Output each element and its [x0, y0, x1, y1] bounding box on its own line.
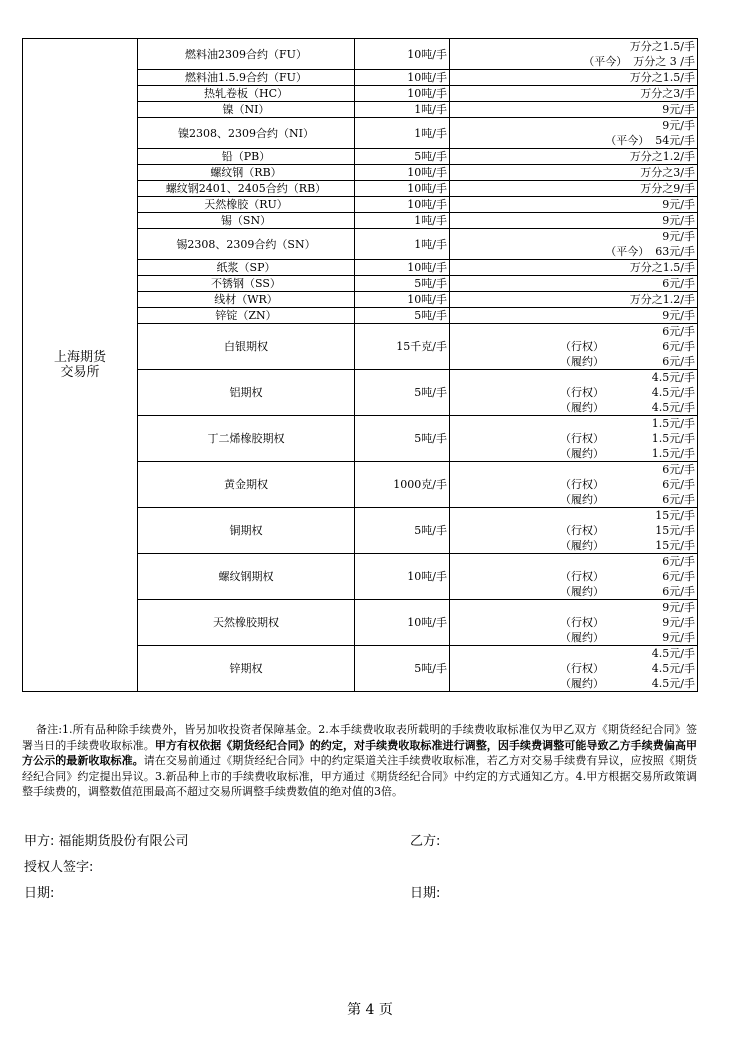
fee-cell	[450, 462, 698, 508]
fee-value: 万分之1.5/手	[629, 71, 695, 84]
trading-unit: 10吨/手	[355, 181, 450, 197]
fee-cell	[450, 149, 698, 165]
trading-unit: 10吨/手	[355, 86, 450, 102]
fee-value: 6元/手	[662, 493, 695, 506]
fee-line	[452, 676, 695, 691]
fee-value: 9元/手	[662, 119, 695, 132]
fee-label: （履约）	[560, 401, 604, 414]
fee-value: 6元/手	[662, 555, 695, 568]
remarks-note	[22, 722, 697, 800]
fee-line	[452, 370, 695, 385]
fee-cell	[450, 39, 698, 70]
fee-value: 6元/手	[662, 463, 695, 476]
product-name: 燃料油2309合约（FU）	[138, 39, 355, 70]
fee-cell	[450, 229, 698, 260]
fee-label: （平今）	[605, 245, 650, 258]
party-a-label: 甲方: 福能期货股份有限公司	[24, 834, 189, 849]
fee-label: （平今）	[605, 134, 650, 147]
fee-value: 6元/手	[662, 570, 695, 583]
remarks-bold-text: 甲方有权依据《期货经纪合同》的约定，对手续费收取标准进行调整，因手续费调整可能导致乙方手续费偏高甲方公示的最新收取标准。	[22, 738, 698, 767]
remarks-text-2: 请在交易前通过《期货经纪合同》中的约定渠道关注手续费收取标准，若乙方对交易手续费有异议，应按照《期货经纪合同》约定提出异议。3.新品种上市的手续费收取标准，甲方通过《期货经纪合同》中约定的方式通知乙方。4.甲方根据交易所政策调整手续费的，调整数值范围最高不超过交易所调整手续费数值的绝对值的3倍。	[22, 754, 697, 798]
fee-line	[452, 446, 695, 461]
fee-line	[452, 133, 695, 148]
product-name: 铝期权	[138, 370, 355, 416]
fee-value: 4.5元/手	[651, 371, 695, 384]
fee-line	[452, 400, 695, 415]
fee-line	[452, 229, 695, 244]
fee-value: 万分之3/手	[640, 87, 695, 100]
fee-value: 6元/手	[662, 340, 695, 353]
fee-cell	[450, 324, 698, 370]
fee-line	[452, 213, 695, 228]
fee-value: 15元/手	[655, 539, 695, 552]
fee-value: 万分之3/手	[640, 166, 695, 179]
trading-unit: 1吨/手	[355, 118, 450, 149]
fee-cell	[450, 197, 698, 213]
fee-line	[452, 630, 695, 645]
fee-line	[452, 102, 695, 117]
product-name: 天然橡胶（RU）	[138, 197, 355, 213]
fee-label: （行权）	[560, 478, 604, 491]
product-name: 线材（WR）	[138, 292, 355, 308]
party-b-label: 乙方:	[410, 834, 441, 849]
trading-unit: 10吨/手	[355, 197, 450, 213]
product-name: 白银期权	[138, 324, 355, 370]
fee-value: 9元/手	[662, 601, 695, 614]
fee-line	[452, 39, 695, 54]
fee-line	[452, 661, 695, 676]
product-name: 锡（SN）	[138, 213, 355, 229]
fee-cell	[450, 554, 698, 600]
fee-label: （履约）	[560, 585, 604, 598]
trading-unit: 10吨/手	[355, 260, 450, 276]
product-name: 纸浆（SP）	[138, 260, 355, 276]
fee-value: 9元/手	[662, 103, 695, 116]
fee-value: 4.5元/手	[651, 677, 695, 690]
fee-value: 4.5元/手	[651, 386, 695, 399]
fee-value: 9元/手	[662, 214, 695, 227]
fee-value: 4.5元/手	[651, 401, 695, 414]
fee-table	[22, 38, 698, 692]
page-number: 第 4 页	[347, 1002, 393, 1018]
fee-line	[452, 462, 695, 477]
fee-line	[452, 118, 695, 133]
fee-line	[452, 569, 695, 584]
fee-label: （履约）	[560, 631, 604, 644]
product-name: 燃料油1.5.9合约（FU）	[138, 70, 355, 86]
fee-line	[452, 244, 695, 259]
fee-label: （履约）	[560, 355, 604, 368]
date-a-label: 日期:	[24, 886, 55, 901]
trading-unit: 5吨/手	[355, 646, 450, 692]
fee-value: 1.5元/手	[651, 432, 695, 445]
trading-unit: 10吨/手	[355, 292, 450, 308]
fee-line	[452, 523, 695, 538]
fee-value: 万分之1.5/手	[629, 261, 695, 274]
fee-value: 万分之 3 /手	[633, 55, 695, 68]
fee-line	[452, 554, 695, 569]
trading-unit: 10吨/手	[355, 554, 450, 600]
product-name: 不锈钢（SS）	[138, 276, 355, 292]
remarks-text-1: 备注:1.所有品种除手续费外，皆另加收投资者保障基金。2.本手续费收取表所载明的手续费收取标准仅为甲乙双方《期货经纪合同》签署当日的手续费收取标准。	[22, 723, 697, 752]
fee-value: 万分之1.2/手	[629, 150, 695, 163]
fee-cell	[450, 292, 698, 308]
fee-line	[452, 54, 695, 69]
fee-label: （行权）	[560, 570, 604, 583]
fee-line	[452, 165, 695, 180]
fee-value: 6元/手	[662, 585, 695, 598]
date-b-label: 日期:	[410, 886, 441, 901]
fee-line	[452, 431, 695, 446]
fee-value: 9元/手	[662, 309, 695, 322]
fee-cell	[450, 276, 698, 292]
trading-unit: 5吨/手	[355, 149, 450, 165]
fee-value: 9元/手	[662, 616, 695, 629]
fee-value: 6元/手	[662, 277, 695, 290]
fee-label: （行权）	[560, 662, 604, 675]
fee-value: 15元/手	[655, 524, 695, 537]
fee-cell	[450, 416, 698, 462]
futures-row	[23, 39, 698, 70]
fee-cell	[450, 102, 698, 118]
fee-value: 9元/手	[662, 230, 695, 243]
fee-line	[452, 508, 695, 523]
fee-cell	[450, 508, 698, 554]
fee-value: 6元/手	[662, 355, 695, 368]
fee-line	[452, 308, 695, 323]
fee-cell	[450, 370, 698, 416]
product-name: 天然橡胶期权	[138, 600, 355, 646]
fee-label: （行权）	[560, 432, 604, 445]
fee-line	[452, 292, 695, 307]
fee-line	[452, 416, 695, 431]
product-name: 丁二烯橡胶期权	[138, 416, 355, 462]
fee-label: （行权）	[560, 524, 604, 537]
trading-unit: 10吨/手	[355, 600, 450, 646]
fee-line	[452, 70, 695, 85]
fee-value: 54元/手	[655, 134, 695, 147]
trading-unit: 1000克/手	[355, 462, 450, 508]
trading-unit: 15千克/手	[355, 324, 450, 370]
fee-label: （履约）	[560, 447, 604, 460]
fee-cell	[450, 646, 698, 692]
product-name: 热轧卷板（HC）	[138, 86, 355, 102]
fee-cell	[450, 308, 698, 324]
fee-value: 万分之1.2/手	[629, 293, 695, 306]
fee-cell	[450, 165, 698, 181]
fee-line	[452, 197, 695, 212]
product-name: 镍（NI）	[138, 102, 355, 118]
product-name: 螺纹钢2401、2405合约（RB）	[138, 181, 355, 197]
authorized-signature-label: 授权人签字:	[24, 860, 94, 875]
fee-cell	[450, 600, 698, 646]
trading-unit: 5吨/手	[355, 276, 450, 292]
fee-cell	[450, 118, 698, 149]
product-name: 铜期权	[138, 508, 355, 554]
product-name: 锡2308、2309合约（SN）	[138, 229, 355, 260]
trading-unit: 1吨/手	[355, 213, 450, 229]
fee-value: 1.5元/手	[651, 447, 695, 460]
product-name: 锌锭（ZN）	[138, 308, 355, 324]
product-name: 黄金期权	[138, 462, 355, 508]
fee-line	[452, 600, 695, 615]
fee-line	[452, 354, 695, 369]
product-name: 锌期权	[138, 646, 355, 692]
fee-line	[452, 260, 695, 275]
fee-line	[452, 538, 695, 553]
exchange-cell	[23, 39, 138, 692]
fee-value: 9元/手	[662, 631, 695, 644]
fee-label: （履约）	[560, 677, 604, 690]
fee-cell	[450, 86, 698, 102]
fee-line	[452, 477, 695, 492]
fee-line	[452, 339, 695, 354]
fee-value: 15元/手	[655, 509, 695, 522]
fee-value: 万分之9/手	[640, 182, 695, 195]
fee-value: 9元/手	[662, 198, 695, 211]
fee-label: （平今）	[583, 55, 628, 68]
exchange-name: 上海期货 交易所	[53, 350, 106, 380]
fee-line	[452, 276, 695, 291]
fee-value: 4.5元/手	[651, 662, 695, 675]
trading-unit: 1吨/手	[355, 102, 450, 118]
fee-line	[452, 492, 695, 507]
fee-value: 6元/手	[662, 478, 695, 491]
trading-unit: 5吨/手	[355, 416, 450, 462]
trading-unit: 5吨/手	[355, 508, 450, 554]
trading-unit: 10吨/手	[355, 70, 450, 86]
fee-value: 1.5元/手	[651, 417, 695, 430]
fee-label: （行权）	[560, 386, 604, 399]
trading-unit: 10吨/手	[355, 39, 450, 70]
trading-unit: 10吨/手	[355, 165, 450, 181]
fee-label: （行权）	[560, 616, 604, 629]
fee-label: （履约）	[560, 493, 604, 506]
fee-value: 万分之1.5/手	[629, 40, 695, 53]
fee-label: （履约）	[560, 539, 604, 552]
fee-value: 4.5元/手	[651, 647, 695, 660]
fee-cell	[450, 181, 698, 197]
fee-line	[452, 86, 695, 101]
product-name: 螺纹钢（RB）	[138, 165, 355, 181]
trading-unit: 1吨/手	[355, 229, 450, 260]
fee-line	[452, 615, 695, 630]
trading-unit: 5吨/手	[355, 308, 450, 324]
fee-line	[452, 584, 695, 599]
product-name: 螺纹钢期权	[138, 554, 355, 600]
fee-line	[452, 181, 695, 196]
fee-label: （行权）	[560, 340, 604, 353]
fee-cell	[450, 70, 698, 86]
trading-unit: 5吨/手	[355, 370, 450, 416]
product-name: 铅（PB）	[138, 149, 355, 165]
fee-line	[452, 646, 695, 661]
fee-line	[452, 324, 695, 339]
fee-line	[452, 385, 695, 400]
fee-cell	[450, 213, 698, 229]
product-name: 镍2308、2309合约（NI）	[138, 118, 355, 149]
fee-value: 63元/手	[655, 245, 695, 258]
fee-cell	[450, 260, 698, 276]
fee-value: 6元/手	[662, 325, 695, 338]
fee-line	[452, 149, 695, 164]
